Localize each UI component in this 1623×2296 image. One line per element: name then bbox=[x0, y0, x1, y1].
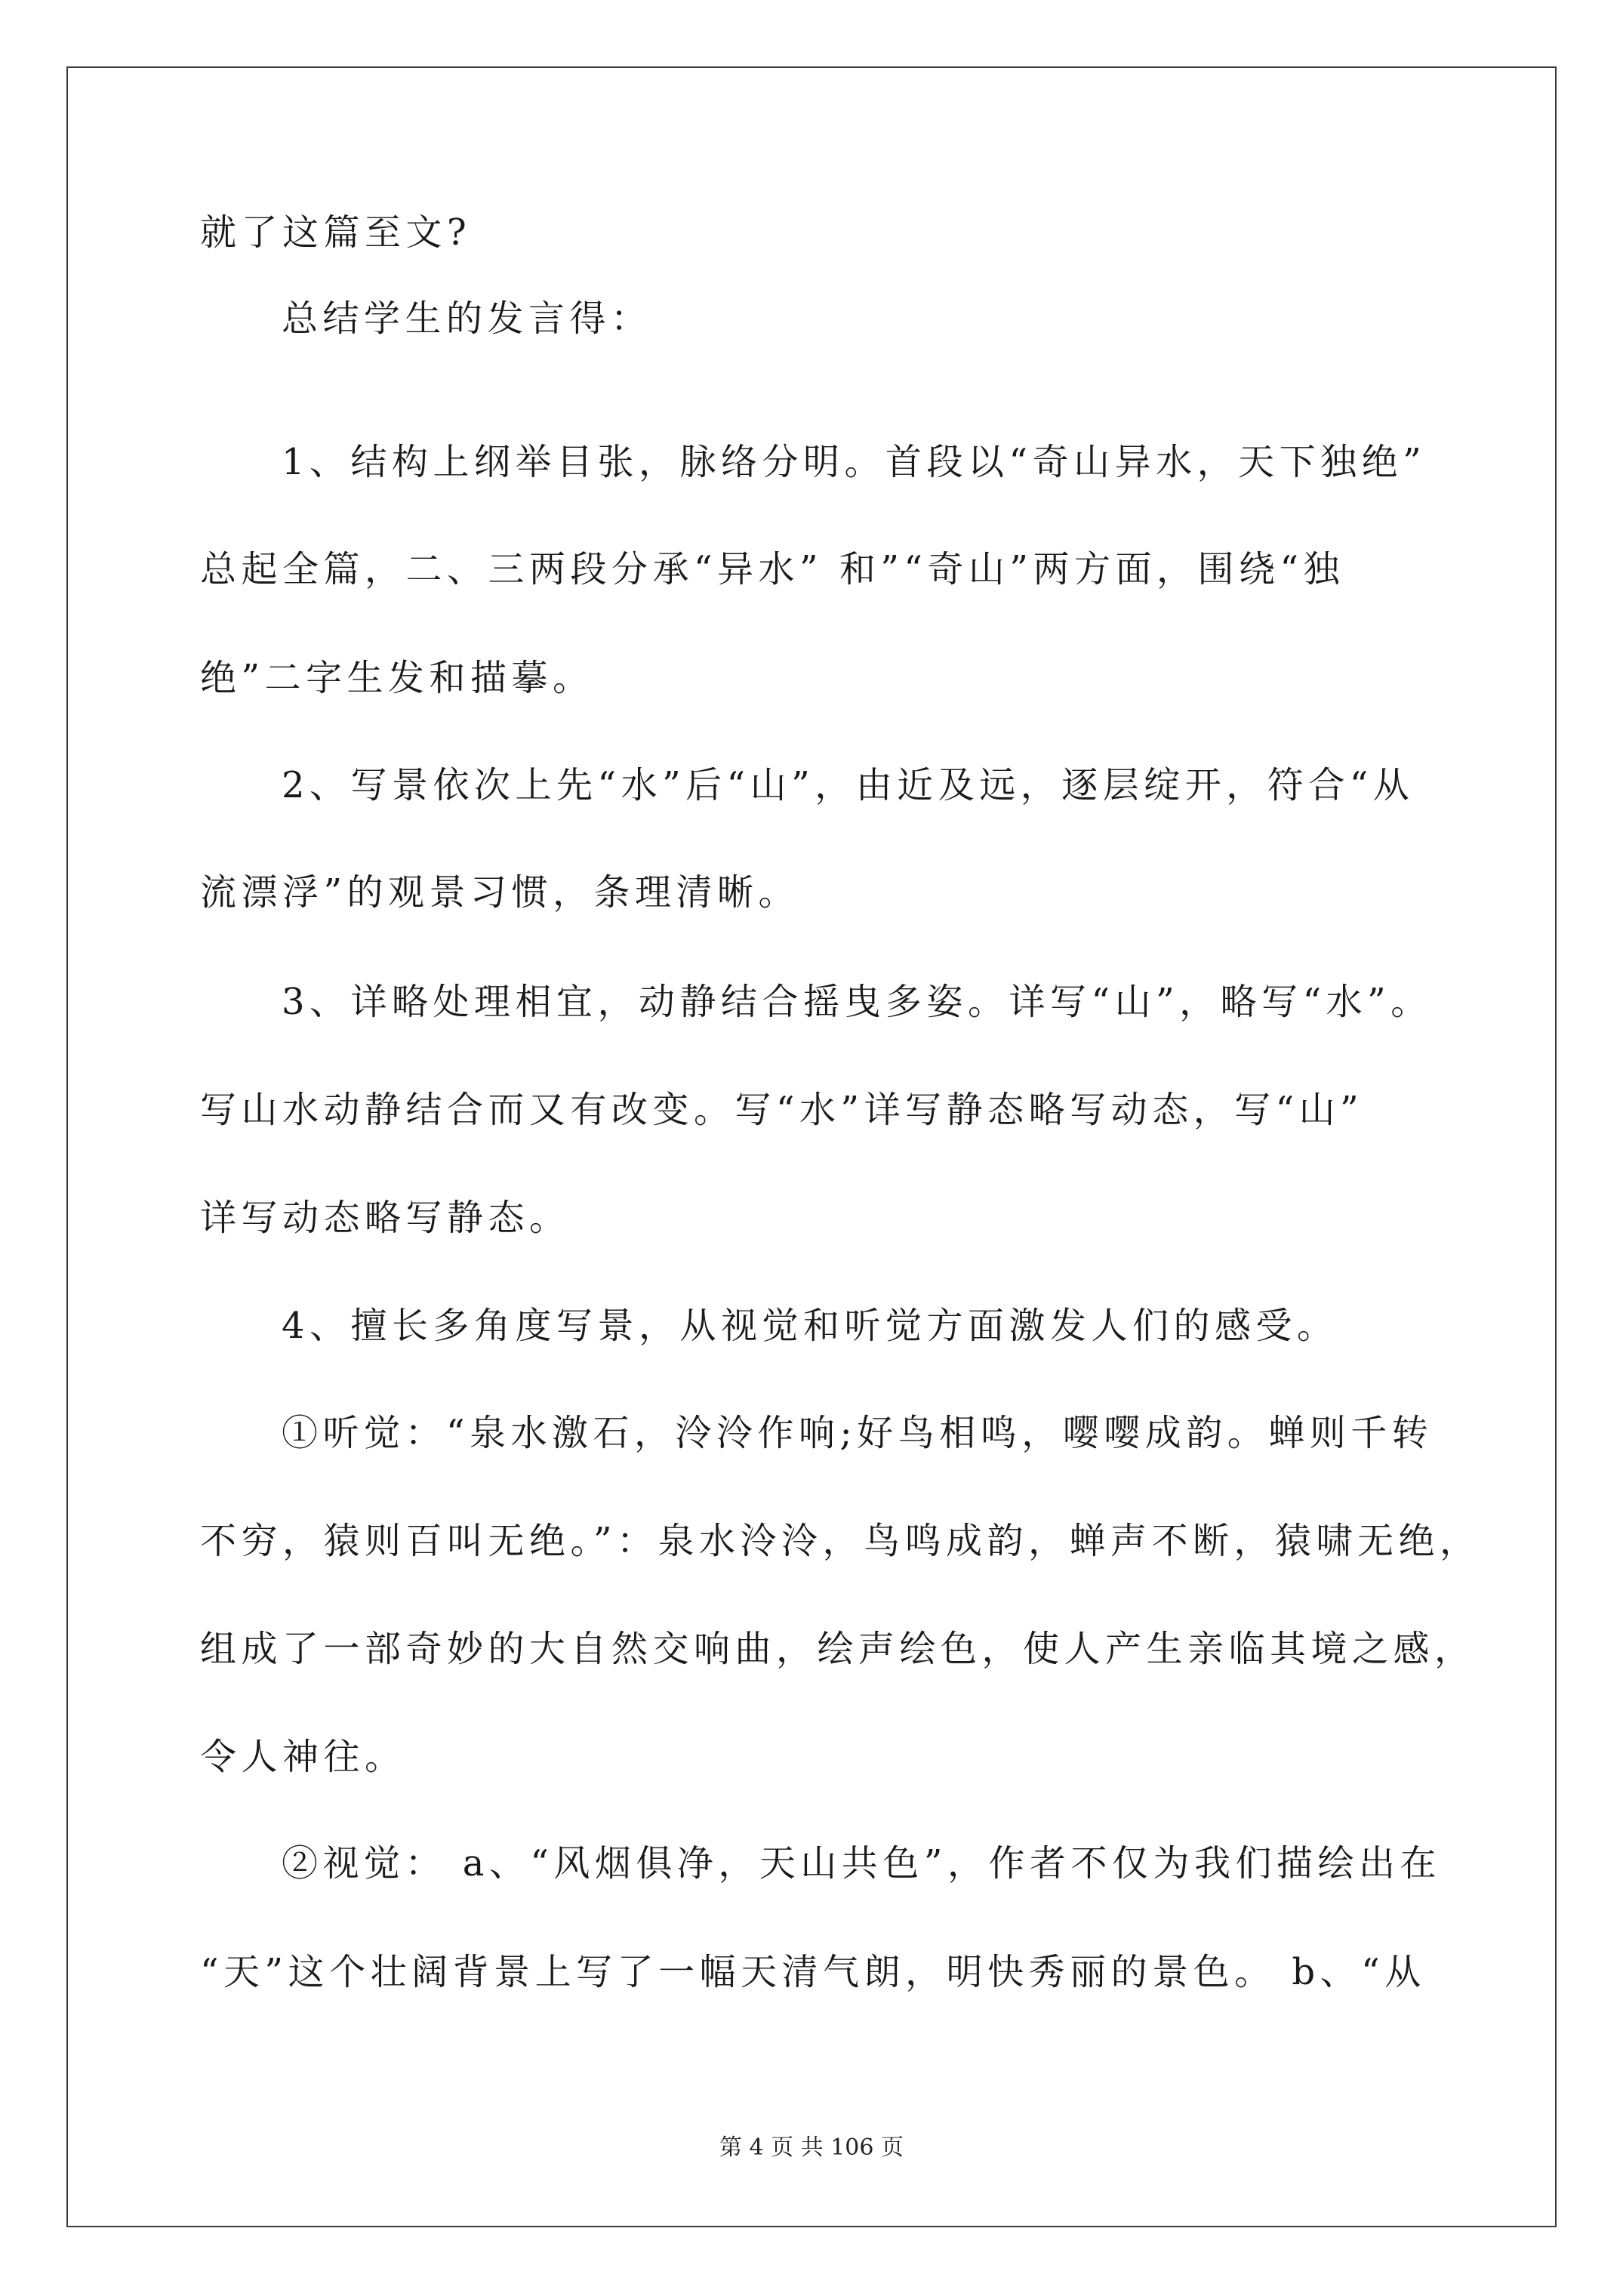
text-line: 总起全篇，二、三两段分承“异水” 和”“奇山”两方面，围绕“独 bbox=[200, 548, 1344, 590]
text-line: 流漂浮”的观景习惯，条理清晰。 bbox=[200, 871, 800, 914]
text-line: 组成了一部奇妙的大自然交响曲，绘声绘色，使人产生亲临其境之感， bbox=[200, 1628, 1476, 1670]
text-line: 令人神往。 bbox=[200, 1736, 406, 1778]
text-line: “天”这个壮阔背景上写了一幅天清气朗，明快秀丽的景色。 b、“从 bbox=[200, 1951, 1426, 1993]
text-line: 3、详略处理相宜，动静结合摇曳多姿。详写“山”，略写“水”。 bbox=[282, 981, 1432, 1023]
page-border bbox=[66, 66, 1557, 2227]
text-line: ①听觉：“泉水激石，泠泠作响;好鸟相鸣，嘤嘤成韵。蝉则千转 bbox=[282, 1412, 1434, 1454]
text-line: 绝”二字生发和描摹。 bbox=[200, 657, 594, 699]
text-line: 4、擅长多角度写景，从视觉和听觉方面激发人们的感受。 bbox=[282, 1305, 1338, 1347]
text-line: ②视觉： a、“风烟俱净，天山共色”，作者不仅为我们描绘出在 bbox=[282, 1842, 1441, 1885]
text-line: 就了这篇至文? bbox=[200, 211, 472, 254]
text-line: 不穷，猿则百叫无绝。”：泉水泠泠，鸟鸣成韵，蝉声不断，猿啸无绝， bbox=[200, 1520, 1481, 1562]
text-line: 写山水动静结合而又有改变。写“水”详写静态略写动态，写“山” bbox=[200, 1089, 1364, 1131]
text-line: 1、结构上纲举目张，脉络分明。首段以“奇山异水，天下独绝” bbox=[282, 441, 1427, 483]
text-line: 总结学生的发言得： bbox=[282, 297, 652, 340]
text-line: 详写动态略写静态。 bbox=[200, 1197, 571, 1239]
text-line: 2、写景依次上先“水”后“山”，由近及远，逐层绽开，符合“从 bbox=[282, 764, 1415, 806]
page-number: 第 4 页 共 106 页 bbox=[719, 2134, 904, 2161]
